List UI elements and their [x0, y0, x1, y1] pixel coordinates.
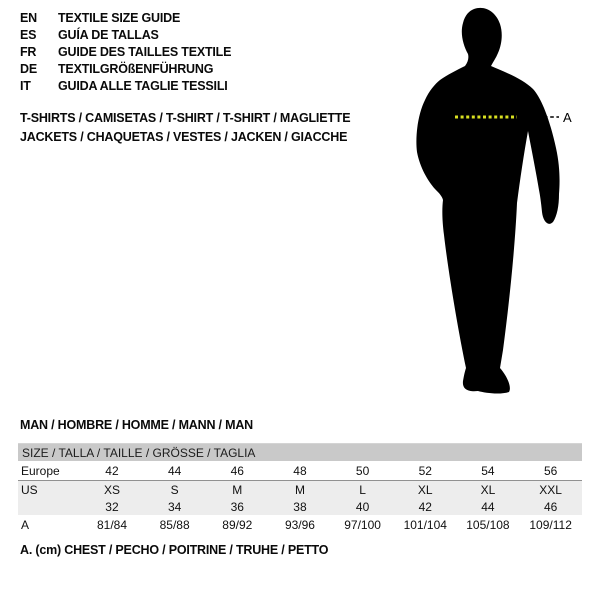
size-table-header: SIZE / TALLA / TAILLE / GRÖSSE / TAGLIA	[18, 444, 582, 462]
table-cell: 42	[394, 498, 457, 515]
table-cell: 34	[143, 498, 206, 515]
lang-code: FR	[20, 45, 37, 59]
table-cell: 105/108	[457, 515, 520, 534]
table-cell: XS	[81, 481, 144, 499]
category-jackets: JACKETS / CHAQUETAS / VESTES / JACKEN / GIACCHE	[20, 130, 348, 144]
lang-row-en	[20, 10, 231, 27]
size-table	[18, 443, 582, 534]
measure-label-a: A	[563, 110, 572, 125]
lang-label: TEXTILGRÖßENFÜHRUNG	[58, 62, 214, 76]
lang-row-it	[20, 78, 231, 95]
table-cell: 44	[143, 461, 206, 481]
table-cell: 50	[331, 461, 394, 481]
table-cell: 93/96	[269, 515, 332, 534]
table-cell: XXL	[519, 481, 582, 499]
man-silhouette	[416, 8, 559, 394]
table-cell: 85/88	[143, 515, 206, 534]
table-cell: S	[143, 481, 206, 499]
lang-code: EN	[20, 11, 37, 25]
table-cell: 81/84	[81, 515, 144, 534]
table-cell: M	[269, 481, 332, 499]
lang-code: DE	[20, 62, 37, 76]
table-cell: 109/112	[519, 515, 582, 534]
table-row-europe	[18, 461, 582, 481]
table-row-a-chest	[18, 515, 582, 534]
section-title-man: MAN / HOMBRE / HOMME / MANN / MAN	[20, 418, 253, 432]
table-cell: 40	[331, 498, 394, 515]
table-cell: 42	[81, 461, 144, 481]
table-cell: 46	[519, 498, 582, 515]
lang-label: GUIDA ALLE TAGLIE TESSILI	[58, 79, 228, 93]
lang-row-es	[20, 27, 231, 44]
category-list	[20, 109, 350, 147]
language-list	[20, 10, 231, 95]
table-cell: 48	[269, 461, 332, 481]
lang-row-fr	[20, 44, 231, 61]
table-cell: 36	[206, 498, 269, 515]
table-cell: 54	[457, 461, 520, 481]
table-cell: 101/104	[394, 515, 457, 534]
table-cell: XL	[394, 481, 457, 499]
lang-code: IT	[20, 79, 31, 93]
lang-code: ES	[20, 28, 37, 42]
row-label: A	[18, 515, 81, 534]
lang-label: TEXTILE SIZE GUIDE	[58, 11, 181, 25]
lang-label: GUÍA DE TALLAS	[58, 28, 159, 42]
row-label	[18, 498, 81, 515]
row-label: US	[18, 481, 81, 499]
category-tshirts: T-SHIRTS / CAMISETAS / T-SHIRT / T-SHIRT / MAGLIETTE	[20, 111, 351, 125]
table-cell: 56	[519, 461, 582, 481]
table-cell: M	[206, 481, 269, 499]
lang-row-de	[20, 61, 231, 78]
lang-label: GUIDE DES TAILLES TEXTILE	[58, 45, 232, 59]
table-cell: 89/92	[206, 515, 269, 534]
table-cell: 38	[269, 498, 332, 515]
table-cell: 32	[81, 498, 144, 515]
table-cell: 52	[394, 461, 457, 481]
table-cell: 46	[206, 461, 269, 481]
footnote-chest-measure: A. (cm) CHEST / PECHO / POITRINE / TRUHE / PETTO	[20, 543, 329, 557]
man-silhouette-figure	[390, 0, 600, 400]
table-row-unlabeled	[18, 498, 582, 515]
table-cell: 97/100	[331, 515, 394, 534]
size-table-header-row	[18, 444, 582, 462]
table-cell: XL	[457, 481, 520, 499]
row-label: Europe	[18, 461, 81, 481]
table-cell: 44	[457, 498, 520, 515]
table-cell: L	[331, 481, 394, 499]
table-row-us	[18, 481, 582, 499]
